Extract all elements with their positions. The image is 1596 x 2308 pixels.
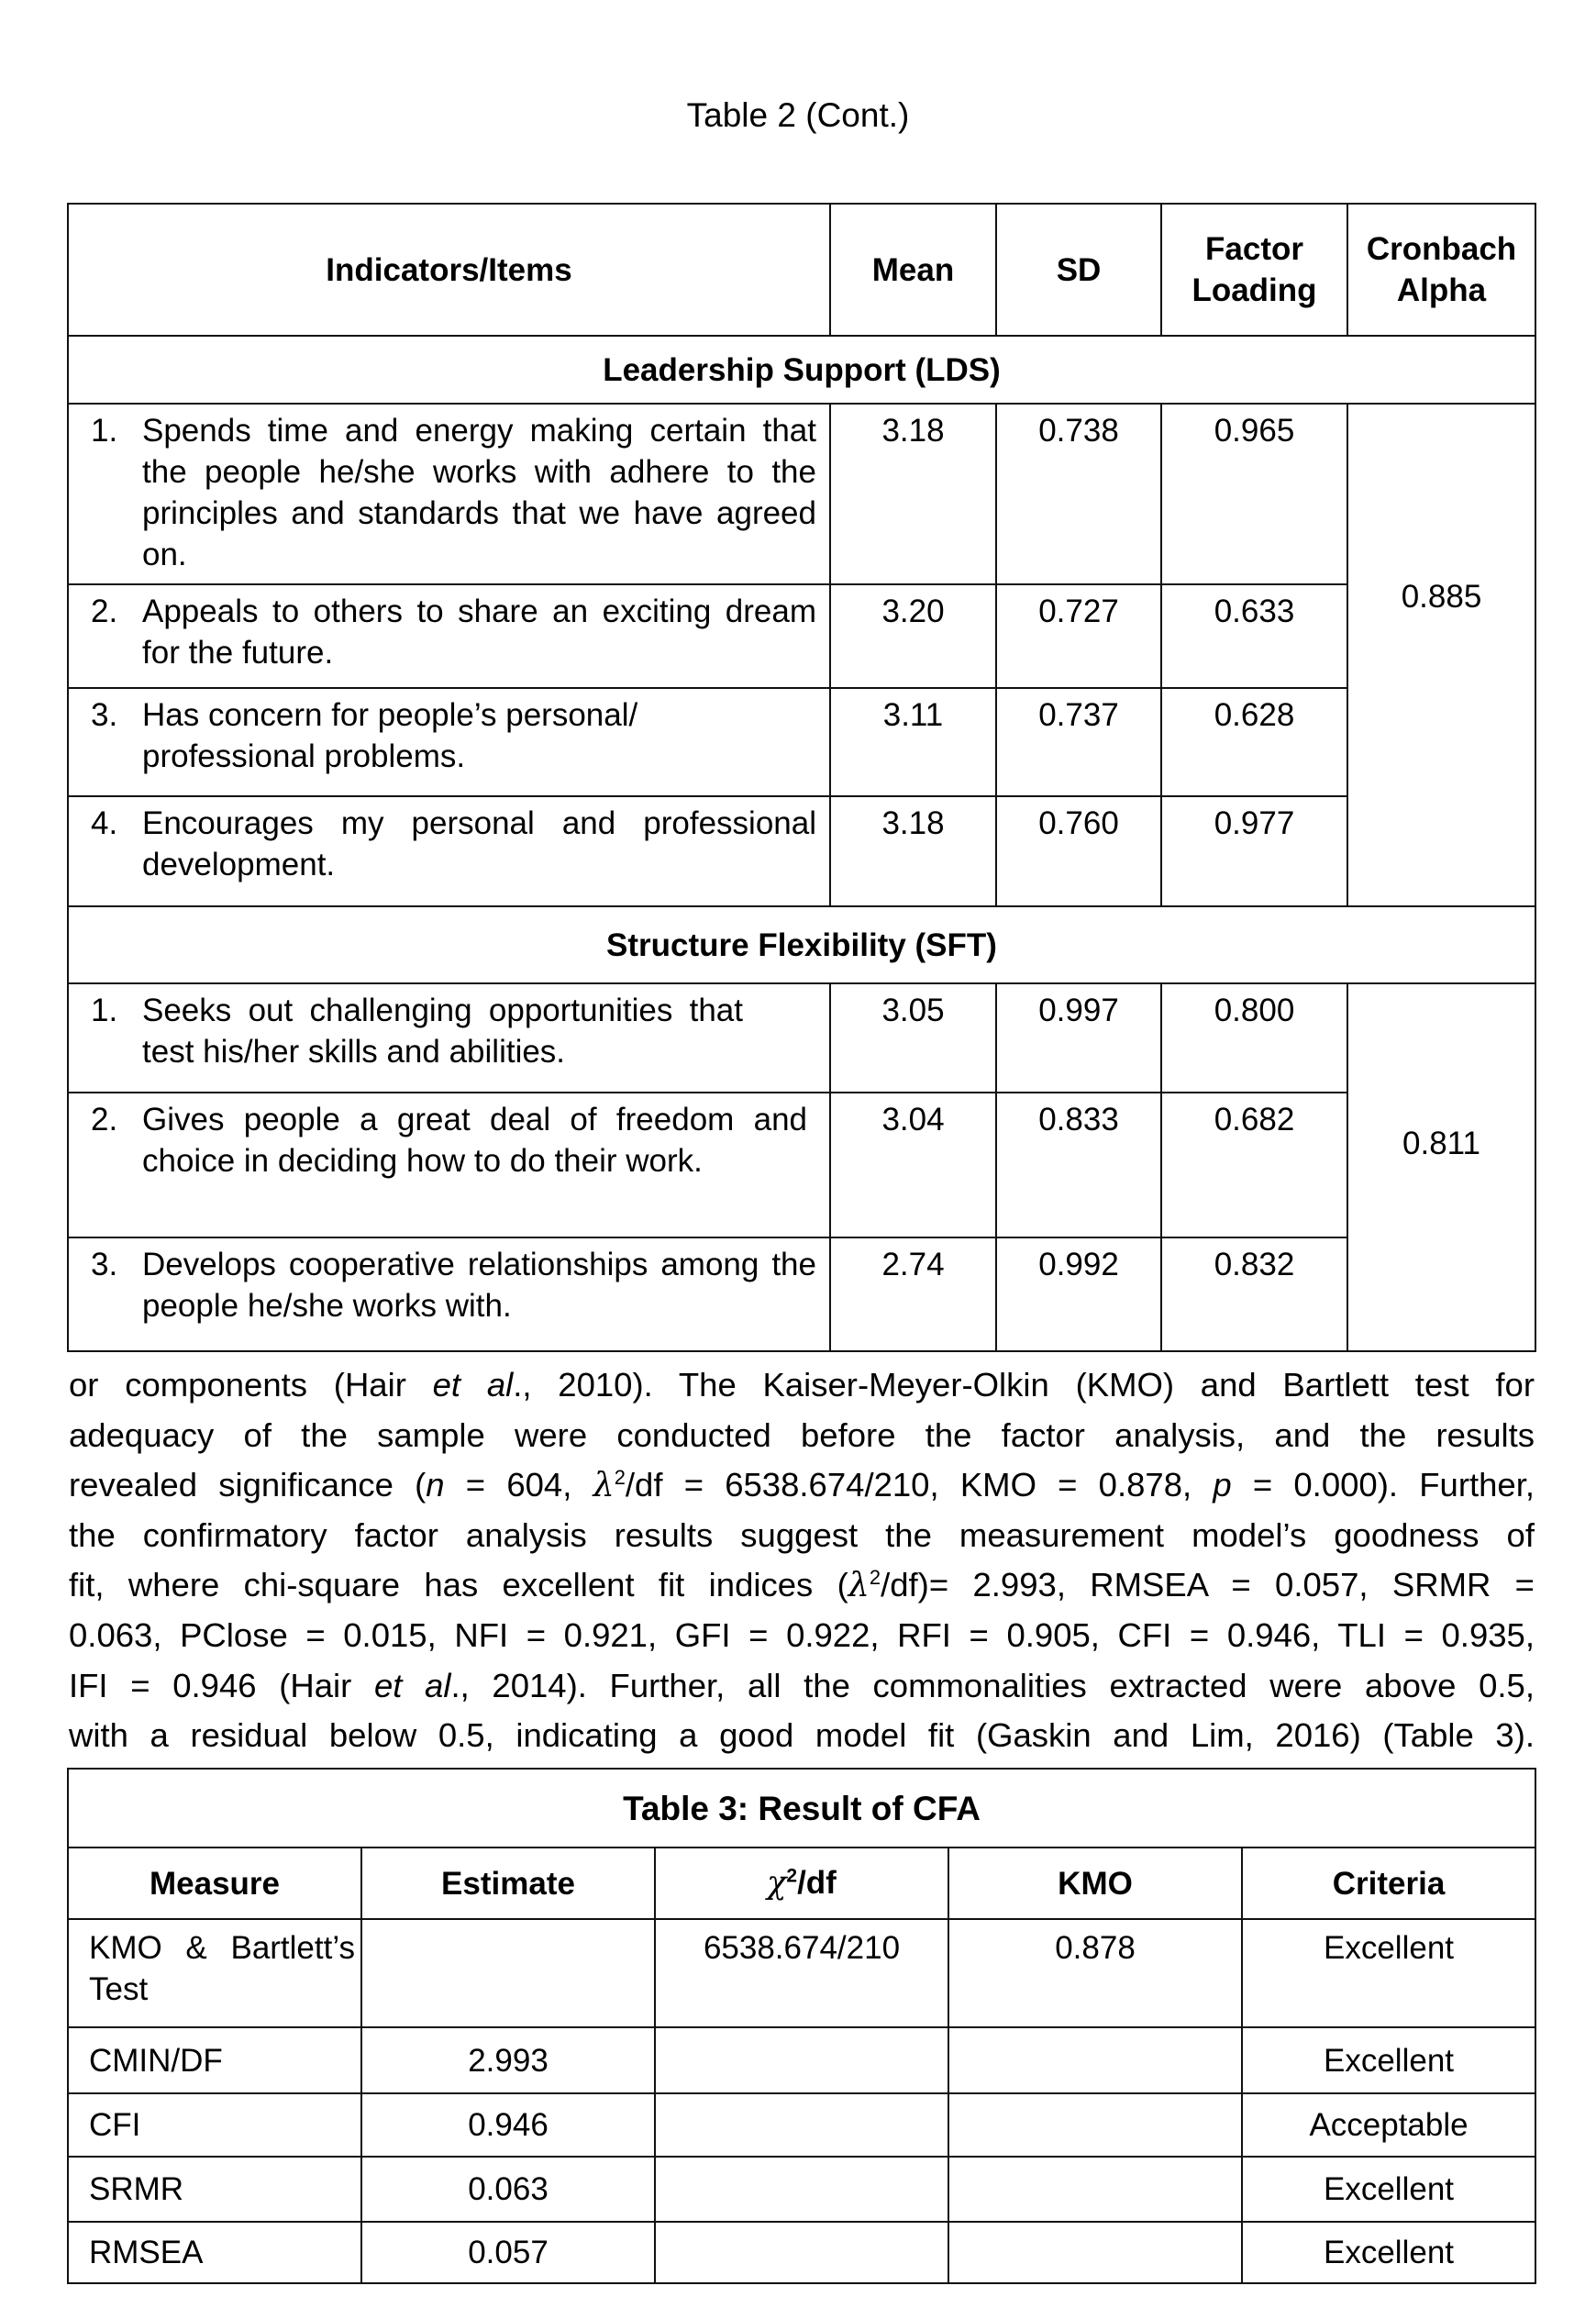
chi-superscript: 2 <box>786 1865 798 1887</box>
sd-value: 0.992 <box>996 1237 1161 1351</box>
section-title-lds: Leadership Support (LDS) <box>68 336 1535 404</box>
table-row <box>68 584 1535 688</box>
header-cronbach-alpha: Cronbach Alpha <box>1347 204 1535 336</box>
sd-value: 0.760 <box>996 796 1161 906</box>
chi-df-cell <box>655 2093 948 2157</box>
cronbach-alpha-sft <box>1347 983 1535 1351</box>
table-row <box>68 2157 1535 2222</box>
paragraph-line: revealed significance (n = 604, $\lambda^2/df = 6538.674/210$, KMO = 0.878, p = 0.000). Further, <box>69 1465 1535 1505</box>
header-criteria: Criteria <box>1242 1848 1535 1919</box>
estimate-cell: 2.993 <box>361 2027 655 2093</box>
cronbach-alpha-value: 0.885 <box>1401 578 1482 615</box>
mean-value: 3.18 <box>830 404 996 584</box>
factor-loading-value: 0.682 <box>1161 1093 1347 1237</box>
paragraph-line: adequacy of the sample were conducted before the factor analysis, and the results <box>69 1415 1535 1454</box>
factor-loading-value: 0.628 <box>1161 688 1347 796</box>
table-row <box>68 2027 1535 2093</box>
item-number: 1. <box>91 413 118 449</box>
section-row-lds <box>68 336 1535 404</box>
cronbach-alpha-lds <box>1347 404 1535 906</box>
sd-value: 0.737 <box>996 688 1161 796</box>
mean-value: 3.18 <box>830 796 996 906</box>
header-estimate: Estimate <box>361 1848 655 1919</box>
paragraph-line: with a residual below 0.5, indicating a good model fit (Gaskin and Lim, 2016) (Table 3). <box>69 1716 1535 1755</box>
mean-value: 3.20 <box>830 584 996 688</box>
lambda-symbol: λ <box>593 1465 615 1505</box>
item-number: 2. <box>91 1102 118 1137</box>
sd-value: 0.738 <box>996 404 1161 584</box>
table-3-title: Table 3: Result of CFA <box>68 1769 1535 1848</box>
criteria-cell: Excellent <box>1242 1919 1535 2027</box>
lambda-symbol: λ <box>848 1565 870 1605</box>
item-cell <box>68 404 830 584</box>
kmo-cell <box>948 2222 1242 2283</box>
paragraph-line: fit, where chi-square has excellent fit indices $(\lambda^2/df)= 2.993$, RMSEA = 0.057, SRMR = <box>69 1565 1535 1605</box>
item-text: Develops cooperative relationships among the people he/she works with. <box>142 1247 816 1324</box>
header-factor-loading: Factor Loading <box>1161 204 1347 336</box>
superscript: 2 <box>869 1566 881 1590</box>
header-indicators-items: Indicators/Items <box>68 204 830 336</box>
criteria-cell: Acceptable <box>1242 2093 1535 2157</box>
item-cell <box>68 1237 830 1351</box>
item-number: 3. <box>91 697 118 733</box>
chi-df-cell <box>655 2157 948 2222</box>
header-measure: Measure <box>68 1848 361 1919</box>
paragraph-line: the confirmatory factor analysis results suggest the measurement model’s goodness of <box>69 1515 1535 1554</box>
body-paragraph <box>69 1360 1535 1761</box>
item-number: 2. <box>91 594 118 629</box>
superscript: 2 <box>614 1466 626 1490</box>
table-2-measurement-items <box>67 203 1536 1352</box>
mean-value: 3.05 <box>830 983 996 1093</box>
header-sd: SD <box>996 204 1161 336</box>
item-number: 1. <box>91 993 118 1028</box>
measure-cell: CFI <box>68 2093 361 2157</box>
item-cell <box>68 688 830 796</box>
table-3-cfa-results <box>67 1768 1536 2284</box>
item-text: Appeals to others to share an exciting dream for the future. <box>142 594 816 671</box>
measure-cell: KMO & Bartlett’s Test <box>68 1919 361 2027</box>
chi-df-cell: 6538.674/210 <box>655 1919 948 2027</box>
table-header-row <box>68 204 1535 336</box>
factor-loading-value: 0.832 <box>1161 1237 1347 1351</box>
item-number: 3. <box>91 1247 118 1282</box>
estimate-cell: 0.946 <box>361 2093 655 2157</box>
kmo-cell <box>948 2093 1242 2157</box>
section-title-sft: Structure Flexibility (SFT) <box>68 906 1535 983</box>
table-row <box>68 2222 1535 2283</box>
table-row <box>68 983 1535 1093</box>
paragraph-line: or components (Hair et al., 2010). The Kaiser-Meyer-Olkin (KMO) and Bartlett test for <box>69 1366 1535 1404</box>
sd-value: 0.727 <box>996 584 1161 688</box>
sd-value: 0.997 <box>996 983 1161 1093</box>
kmo-cell: 0.878 <box>948 1919 1242 2027</box>
paragraph-line: 0.063, PClose = 0.015, NFI = 0.921, GFI = 0.922, RFI = 0.905, CFI = 0.946, TLI = 0.935, <box>69 1615 1535 1654</box>
chi-symbol: χ <box>767 1865 787 1902</box>
criteria-cell: Excellent <box>1242 2222 1535 2283</box>
estimate-cell: 0.063 <box>361 2157 655 2222</box>
item-text: Spends time and energy making certain that the people he/she works with adhere to the principles and standards that we have agreed on. <box>142 413 816 572</box>
header-kmo: KMO <box>948 1848 1242 1919</box>
item-cell <box>68 983 830 1093</box>
measure-cell: CMIN/DF <box>68 2027 361 2093</box>
table-row <box>68 688 1535 796</box>
italic-text: n <box>426 1466 445 1504</box>
factor-loading-value: 0.800 <box>1161 983 1347 1093</box>
measure-cell: SRMR <box>68 2157 361 2222</box>
item-text: Seeks out challenging opportunities that test his/her skills and abilities. <box>142 993 743 1070</box>
item-cell <box>68 584 830 688</box>
section-row-sft <box>68 906 1535 983</box>
table-row <box>68 1919 1535 2027</box>
measure-cell: RMSEA <box>68 2222 361 2283</box>
header-mean: Mean <box>830 204 996 336</box>
table-row <box>68 1093 1535 1237</box>
italic-text: p <box>1213 1466 1232 1504</box>
header-chi-square-df <box>655 1848 948 1919</box>
sd-value: 0.833 <box>996 1093 1161 1237</box>
estimate-cell <box>361 1919 655 2027</box>
mean-value: 2.74 <box>830 1237 996 1351</box>
item-cell <box>68 796 830 906</box>
item-text: Has concern for people’s personal/ professional problems. <box>142 697 638 774</box>
chi-suffix: /df <box>797 1865 837 1901</box>
mean-value: 3.04 <box>830 1093 996 1237</box>
item-number: 4. <box>91 805 118 841</box>
italic-text: et al <box>432 1366 514 1404</box>
table-header-row <box>68 1848 1535 1919</box>
item-text: Encourages my personal and professional development. <box>142 805 816 882</box>
factor-loading-value: 0.977 <box>1161 796 1347 906</box>
item-text: Gives people a great deal of freedom and choice in deciding how to do their work. <box>142 1102 807 1179</box>
table-row <box>68 404 1535 584</box>
page-title: Table 2 (Cont.) <box>686 96 910 134</box>
factor-loading-value: 0.633 <box>1161 584 1347 688</box>
cronbach-alpha-value: 0.811 <box>1402 1126 1480 1161</box>
item-cell <box>68 1093 830 1237</box>
estimate-cell: 0.057 <box>361 2222 655 2283</box>
kmo-cell <box>948 2157 1242 2222</box>
criteria-cell: Excellent <box>1242 2157 1535 2222</box>
table-row <box>68 796 1535 906</box>
criteria-cell: Excellent <box>1242 2027 1535 2093</box>
table-title-row <box>68 1769 1535 1848</box>
italic-text: et al <box>373 1666 451 1704</box>
table-row <box>68 1237 1535 1351</box>
table-row <box>68 2093 1535 2157</box>
mean-value: 3.11 <box>830 688 996 796</box>
kmo-cell <box>948 2027 1242 2093</box>
chi-df-cell <box>655 2222 948 2283</box>
factor-loading-value: 0.965 <box>1161 404 1347 584</box>
chi-df-cell <box>655 2027 948 2093</box>
paragraph-line: IFI = 0.946 (Hair et al., 2014). Further, all the commonalities extracted were above 0.5, <box>69 1666 1535 1704</box>
